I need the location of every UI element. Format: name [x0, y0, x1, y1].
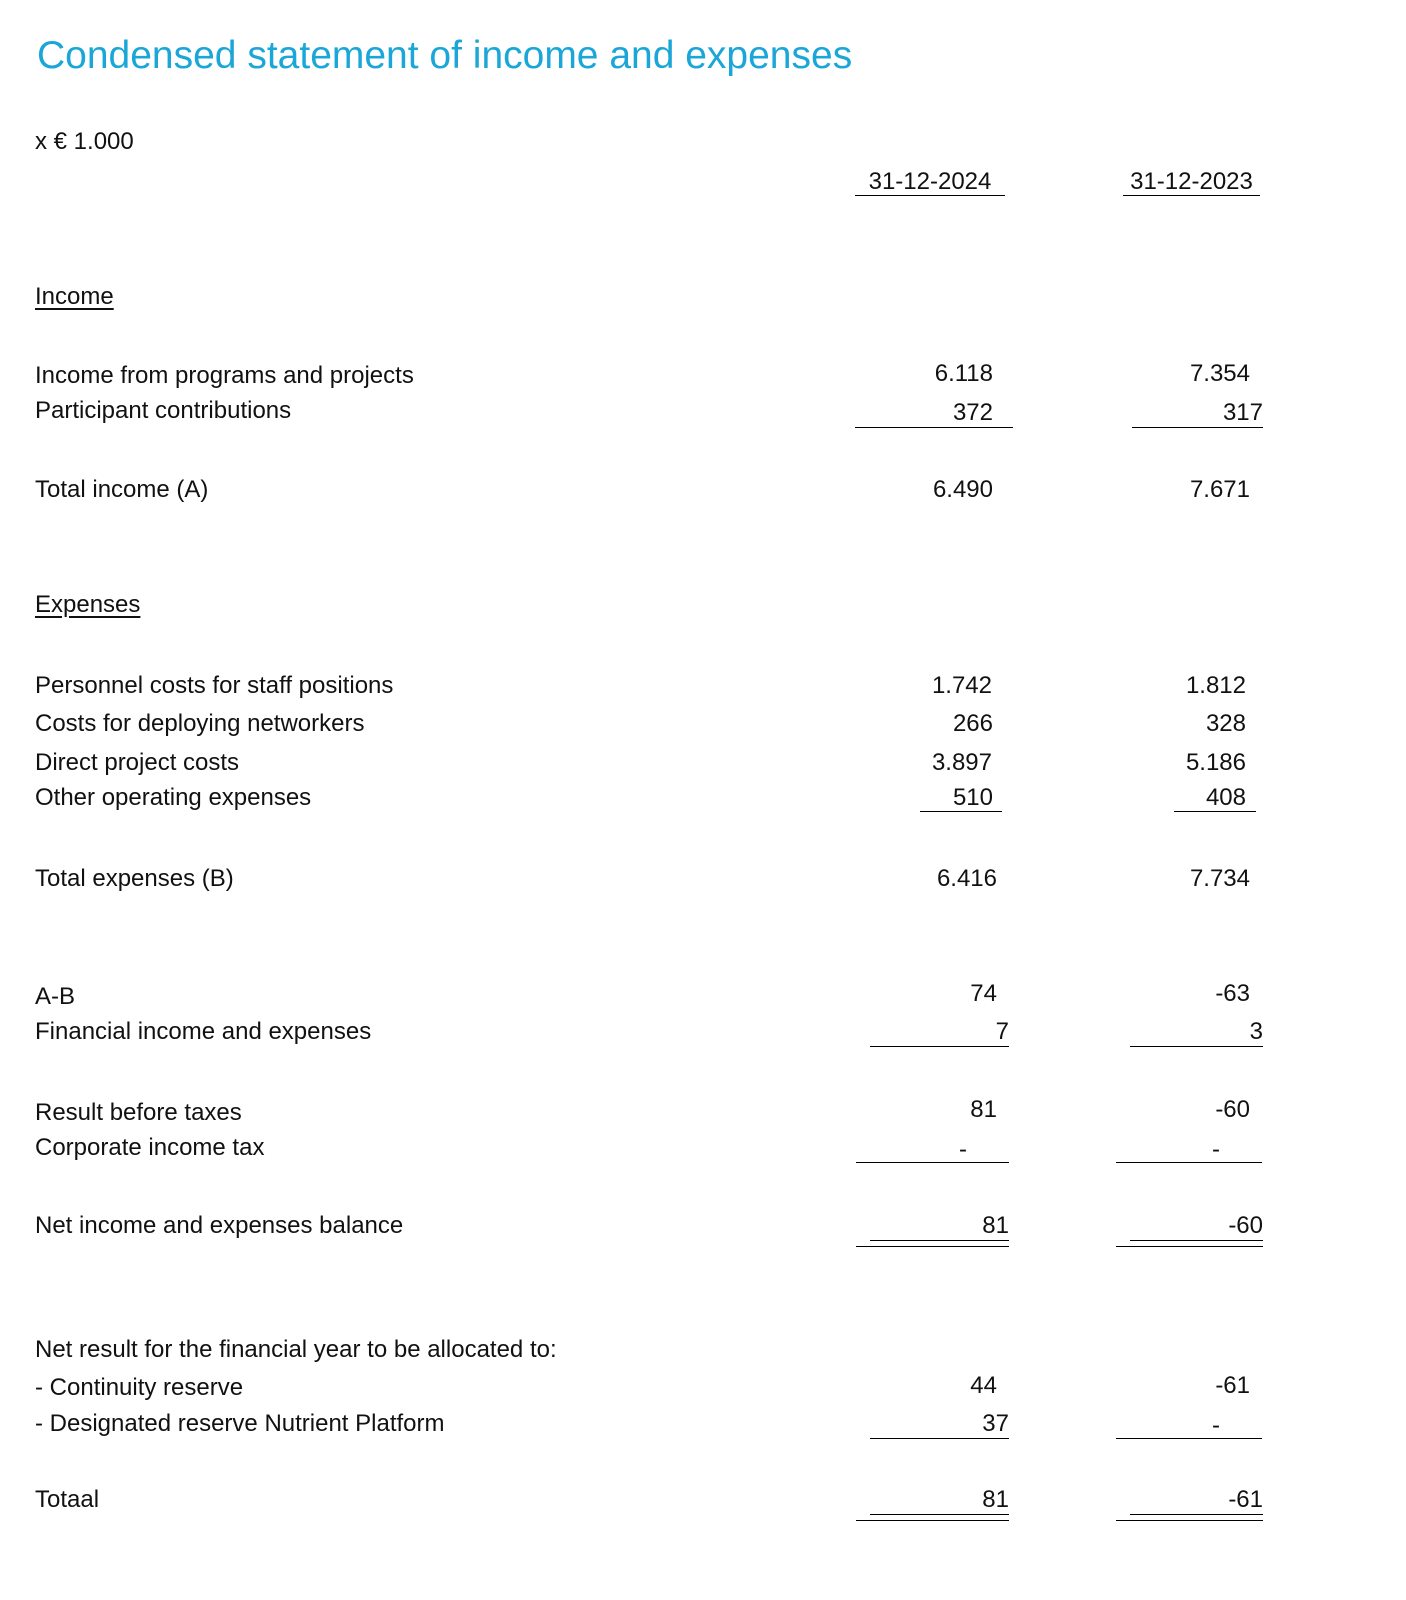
column-header-2023-underline: [1123, 195, 1260, 196]
row-label-direct-project: Direct project costs: [35, 749, 240, 776]
total-line-totaal-2023-bottom: [1116, 1520, 1263, 1521]
value-personnel-costs-2024: 1.742: [931, 672, 992, 699]
value-result-before-taxes-2024: 81: [970, 1096, 997, 1123]
value-net-balance-2023: -60: [1228, 1212, 1263, 1239]
total-line-net-2024-top: [870, 1240, 1009, 1241]
value-total-expenses-2024: 6.416: [936, 865, 997, 892]
value-participant-contributions-2023: 317: [1222, 399, 1263, 426]
value-other-operating-2023: 408: [1205, 784, 1246, 811]
row-label-allocation-header: Net result for the financial year to be allocated to:: [35, 1336, 557, 1363]
row-label-corporate-tax: Corporate income tax: [35, 1134, 265, 1161]
subtotal-line-expenses-2023: [1174, 811, 1256, 812]
subtotal-line-financial-2024: [870, 1046, 1009, 1047]
row-label-total-expenses: Total expenses (B): [35, 865, 234, 892]
value-total-income-2023: 7.671: [1189, 476, 1250, 503]
value-totaal-2024: 81: [982, 1486, 1009, 1513]
value-corporate-tax-2023: -: [1212, 1136, 1220, 1163]
subtotal-line-expenses-2024: [920, 811, 1002, 812]
value-direct-project-2023: 5.186: [1185, 749, 1246, 776]
column-header-2023: 31-12-2023: [1130, 168, 1253, 195]
subtotal-line-income-2024: [855, 427, 1013, 428]
row-label-a-minus-b: A-B: [35, 983, 76, 1010]
row-label-networkers: Costs for deploying networkers: [35, 710, 365, 737]
value-designated-reserve-2023: -: [1212, 1412, 1220, 1439]
value-totaal-2023: -61: [1228, 1486, 1263, 1513]
value-income-programs-2023: 7.354: [1189, 360, 1250, 387]
total-line-totaal-2023-top: [1130, 1514, 1263, 1515]
value-financial-2024: 7: [995, 1018, 1009, 1045]
total-line-totaal-2024-bottom: [856, 1520, 1009, 1521]
column-header-2024: 31-12-2024: [868, 168, 992, 195]
subtotal-line-allocation-2024: [870, 1438, 1009, 1439]
row-label-total-income: Total income (A): [35, 476, 209, 503]
value-continuity-reserve-2023: -61: [1215, 1372, 1250, 1399]
value-corporate-tax-2024: -: [959, 1136, 967, 1163]
section-expenses: Expenses: [35, 591, 141, 618]
value-a-minus-b-2023: -63: [1215, 980, 1250, 1007]
value-a-minus-b-2024: 74: [970, 980, 997, 1007]
value-income-programs-2024: 6.118: [934, 360, 993, 387]
subtotal-line-allocation-2023: [1116, 1438, 1262, 1439]
value-other-operating-2024: 510: [952, 784, 993, 811]
value-result-before-taxes-2023: -60: [1215, 1096, 1250, 1123]
total-line-totaal-2024-top: [870, 1514, 1009, 1515]
value-net-balance-2024: 81: [982, 1212, 1009, 1239]
value-continuity-reserve-2024: 44: [970, 1372, 997, 1399]
total-line-net-2023-bottom: [1116, 1246, 1263, 1247]
column-header-2024-underline: [855, 195, 1005, 196]
value-financial-2023: 3: [1249, 1018, 1263, 1045]
subtotal-line-financial-2023: [1130, 1046, 1263, 1047]
row-label-financial: Financial income and expenses: [35, 1018, 372, 1045]
value-total-income-2024: 6.490: [932, 476, 993, 503]
value-designated-reserve-2024: 37: [982, 1410, 1009, 1437]
row-label-continuity-reserve: - Continuity reserve: [35, 1374, 244, 1401]
value-networkers-2023: 328: [1205, 710, 1246, 737]
unit-label: x € 1.000: [35, 128, 134, 155]
subtotal-line-income-2023: [1132, 427, 1263, 428]
row-label-designated-reserve: - Designated reserve Nutrient Platform: [35, 1410, 445, 1437]
row-label-result-before-taxes: Result before taxes: [35, 1099, 242, 1126]
row-label-personnel-costs: Personnel costs for staff positions: [35, 672, 394, 699]
subtotal-line-tax-2023: [1116, 1162, 1262, 1163]
row-label-net-balance: Net income and expenses balance: [35, 1212, 404, 1239]
row-label-participant-contributions: Participant contributions: [35, 397, 292, 424]
row-label-income-programs: Income from programs and projects: [35, 362, 414, 389]
total-line-net-2023-top: [1130, 1240, 1263, 1241]
value-networkers-2024: 266: [952, 710, 993, 737]
row-label-totaal: Totaal: [35, 1486, 100, 1513]
value-personnel-costs-2023: 1.812: [1185, 672, 1246, 699]
page-title: Condensed statement of income and expenses: [37, 34, 853, 77]
row-label-other-operating: Other operating expenses: [35, 784, 312, 811]
value-total-expenses-2023: 7.734: [1189, 865, 1250, 892]
total-line-net-2024-bottom: [856, 1246, 1009, 1247]
value-direct-project-2024: 3.897: [931, 749, 992, 776]
subtotal-line-tax-2024: [856, 1162, 1009, 1163]
section-income: Income: [35, 283, 114, 310]
value-participant-contributions-2024: 372: [952, 399, 993, 426]
